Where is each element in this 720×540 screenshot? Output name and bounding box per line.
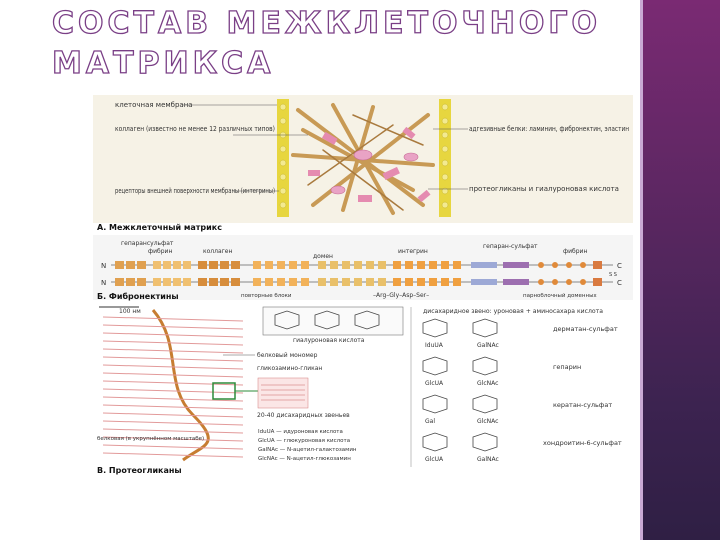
sugar-4-right: GalNAc — [477, 456, 499, 463]
domain-label-6: гепаран-сульфат — [483, 243, 538, 250]
decorative-sidebar — [640, 0, 720, 540]
membrane-label: клеточная мембрана — [115, 101, 193, 109]
proteoglycans-label: протеогликаны и гиалуроновая кислота — [469, 185, 619, 193]
chain2-n-label: N — [101, 279, 107, 287]
proteoglycan-scale-note: белковая (в укрупнённом масштабе) — [97, 436, 205, 442]
disaccharide-units-label: 20-40 дисахаридных звеньев — [257, 412, 350, 419]
sugar-2-left: GlcUA — [425, 380, 444, 387]
protein-monomer-label: белковый мономер — [257, 352, 318, 359]
membrane-right — [439, 99, 451, 217]
fibronectin-chain-2 — [115, 278, 602, 286]
slide-title-line2: МАТРИКСА — [52, 46, 275, 81]
sugar-row-3 — [423, 395, 612, 425]
sugar-1-name: дерматан-сульфат — [553, 325, 618, 333]
zoomed-monomer — [258, 378, 308, 408]
collagen-label: коллаген (известно не менее 12 различных типов) — [115, 125, 276, 133]
domain-label-5: интегрин — [398, 248, 428, 255]
sidebar-edge — [640, 0, 643, 540]
legend-glcnac: GlcNAc — N-ацетил-глюкозамин — [258, 456, 351, 462]
sugar-1-right: GalNAc — [477, 342, 499, 349]
sugar-4-name: хондроитин-6-сульфат — [543, 439, 622, 447]
receptors-label: рецепторы внешней поверхности мембраны (интегрины) — [115, 187, 276, 195]
matrix-illustration — [93, 95, 633, 480]
legend-repeat-blocks: повторные блоки — [241, 293, 292, 299]
sugar-1-left: IduUA — [425, 342, 443, 349]
domain-label-3: коллаген — [203, 248, 233, 255]
panel-c-caption: В. Протеогликаны — [97, 466, 182, 475]
sugar-3-left: Gal — [425, 418, 435, 425]
chain1-c-label: C — [617, 262, 622, 270]
sugar-4-left: GlcUA — [425, 456, 444, 463]
panel-a-caption: А. Межклеточный матрикс — [97, 223, 222, 232]
sugar-3-right: GlcNAc — [477, 418, 499, 425]
glycoproteins-label: адгезивные белки: ламинин, фибронектин, эластин — [469, 125, 629, 133]
gag-label: гликозамино-гликан — [257, 365, 323, 372]
sugar-3-name: кератан-сульфат — [553, 401, 613, 409]
disaccharide-header: дисахаридное звено: уроновая + аминосахара кислота — [423, 308, 604, 315]
panel-b-caption: Б. Фибронектины — [97, 292, 179, 301]
chain2-c-label: C — [617, 279, 622, 287]
disulfide-label: S S — [609, 272, 617, 278]
sugar-row-2 — [423, 357, 581, 387]
sugar-row-4 — [423, 433, 622, 463]
slide-title-line1: СОСТАВ МЕЖКЛЕТОЧНОГО — [52, 6, 601, 41]
hyaluronic-structure — [263, 307, 403, 335]
membrane-left — [277, 99, 289, 217]
legend-iduua: IduUA — идуроновая кислота — [258, 429, 343, 435]
legend-pair-domain: парноблочный доменных — [523, 293, 597, 299]
domain-label-2: фибрин — [148, 248, 173, 255]
legend-rgd-sequence: –Arg–Gly–Asp–Ser– — [373, 292, 430, 299]
chain1-n-label: N — [101, 262, 107, 270]
sugar-2-name: гепарин — [553, 363, 582, 371]
sugar-2-right: GlcNAc — [477, 380, 499, 387]
scale-label: 100 нм — [119, 308, 141, 315]
sugar-row-1 — [423, 319, 618, 349]
zoom-box — [213, 383, 235, 399]
slide-title — [52, 4, 632, 84]
legend-galnac: GalNAc — N-ацетил-галактозамин — [258, 447, 357, 453]
domain-label-4: домен — [313, 253, 333, 260]
matrix-figure — [93, 95, 633, 480]
legend-glcua: GlcUA — глюкуроновая кислота — [258, 438, 351, 444]
fibronectin-chain-1 — [115, 261, 602, 269]
domain-label-1: гепарансульфат — [121, 240, 174, 247]
hyaluronic-label: гиалуроновая кислота — [293, 337, 365, 344]
domain-label-7: фибрин — [563, 248, 588, 255]
